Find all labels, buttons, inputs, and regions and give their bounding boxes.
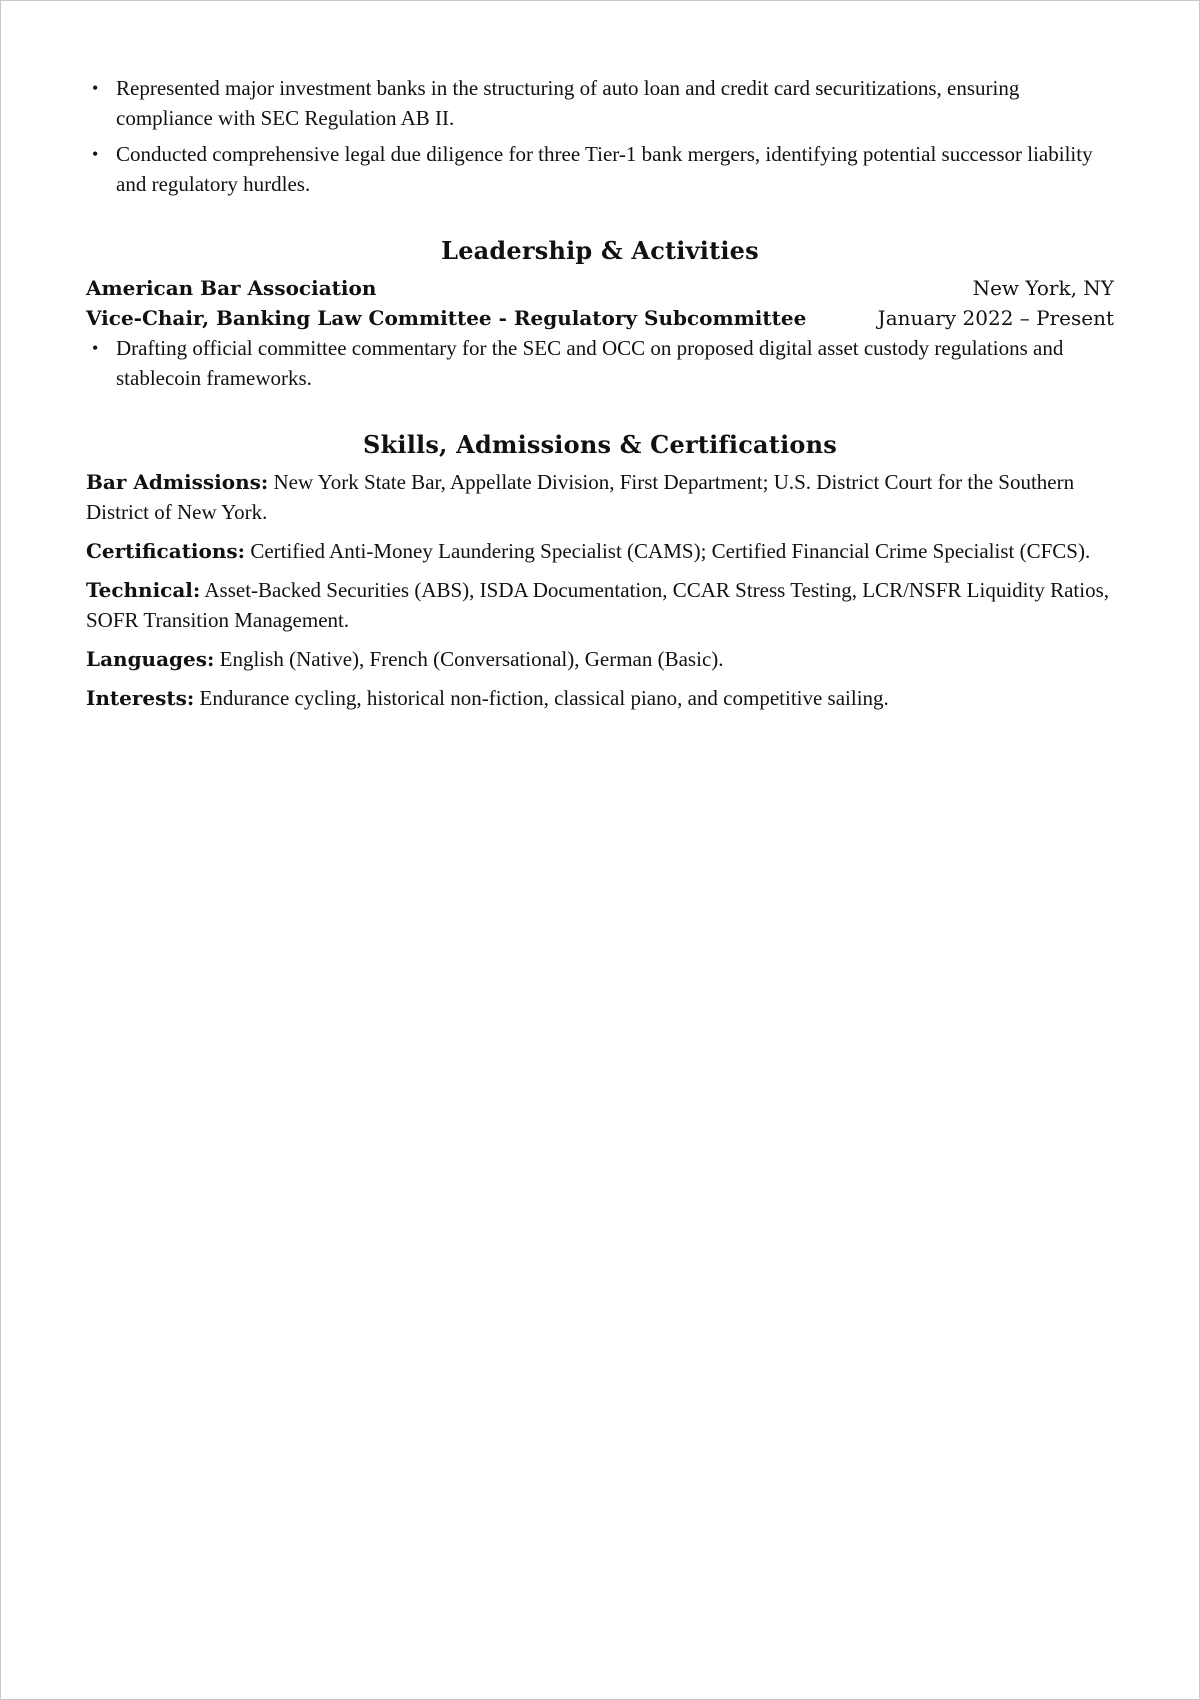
skill-text: New York State Bar, Appellate Division, First Department; U.S. District Court for the Southern District of New York. [86,470,1075,524]
experience-bullet-list [86,73,1114,199]
entry-location: New York, NY [972,276,1114,300]
skill-text: Endurance cycling, historical non-fiction, classical piano, and competitive sailing. [199,686,889,710]
skill-text: Certified Anti-Money Laundering Specialist (CAMS); Certified Financial Crime Specialist (CFCS). [250,539,1091,563]
leadership-bullet-list [86,333,1114,393]
entry-role: Vice-Chair, Banking Law Committee - Regulatory Subcommittee [86,306,807,330]
skill-label: Certifications: [86,539,246,563]
entry-role-row [86,303,1114,333]
leadership-bullet [86,333,1114,393]
bullet-icon: • [92,338,99,358]
leadership-bullet-text: Drafting official committee commentary for the SEC and OCC on proposed digital asset custody regulations and stablecoin frameworks. [116,336,1064,390]
leadership-entry [86,273,1114,393]
experience-bullet-text: Represented major investment banks in the structuring of auto loan and credit card securitizations, ensuring compliance with SEC Regulation AB II. [116,76,1020,130]
bullet-icon: • [92,78,99,98]
experience-bullet [86,139,1114,199]
section-heading-leadership: Leadership & Activities [441,236,759,265]
skill-item-interests [86,683,1114,713]
entry-dates: January 2022 – Present [877,306,1114,330]
skill-item-bar-admissions [86,467,1114,527]
entry-header-row [86,273,1114,303]
skills-list [86,467,1114,713]
skill-text: Asset-Backed Securities (ABS), ISDA Documentation, CCAR Stress Testing, LCR/NSFR Liquidity Ratios, SOFR Transition Management. [86,578,1110,632]
skill-item-certifications [86,536,1114,566]
skill-label: Bar Admissions: [86,470,269,494]
bullet-icon: • [92,144,99,164]
skill-text: English (Native), French (Conversational), German (Basic). [219,647,724,671]
skill-item-languages [86,644,1114,674]
skill-label: Technical: [86,578,201,602]
skill-label: Languages: [86,647,215,671]
skill-label: Interests: [86,686,195,710]
section-heading-skills: Skills, Admissions & Certifications [363,430,837,459]
experience-bullet-text: Conducted comprehensive legal due diligence for three Tier-1 bank mergers, identifying potential successor liability and regulatory hurdles. [116,142,1093,196]
entry-organization: American Bar Association [86,276,377,300]
skill-item-technical [86,575,1114,635]
experience-bullet [86,73,1114,133]
